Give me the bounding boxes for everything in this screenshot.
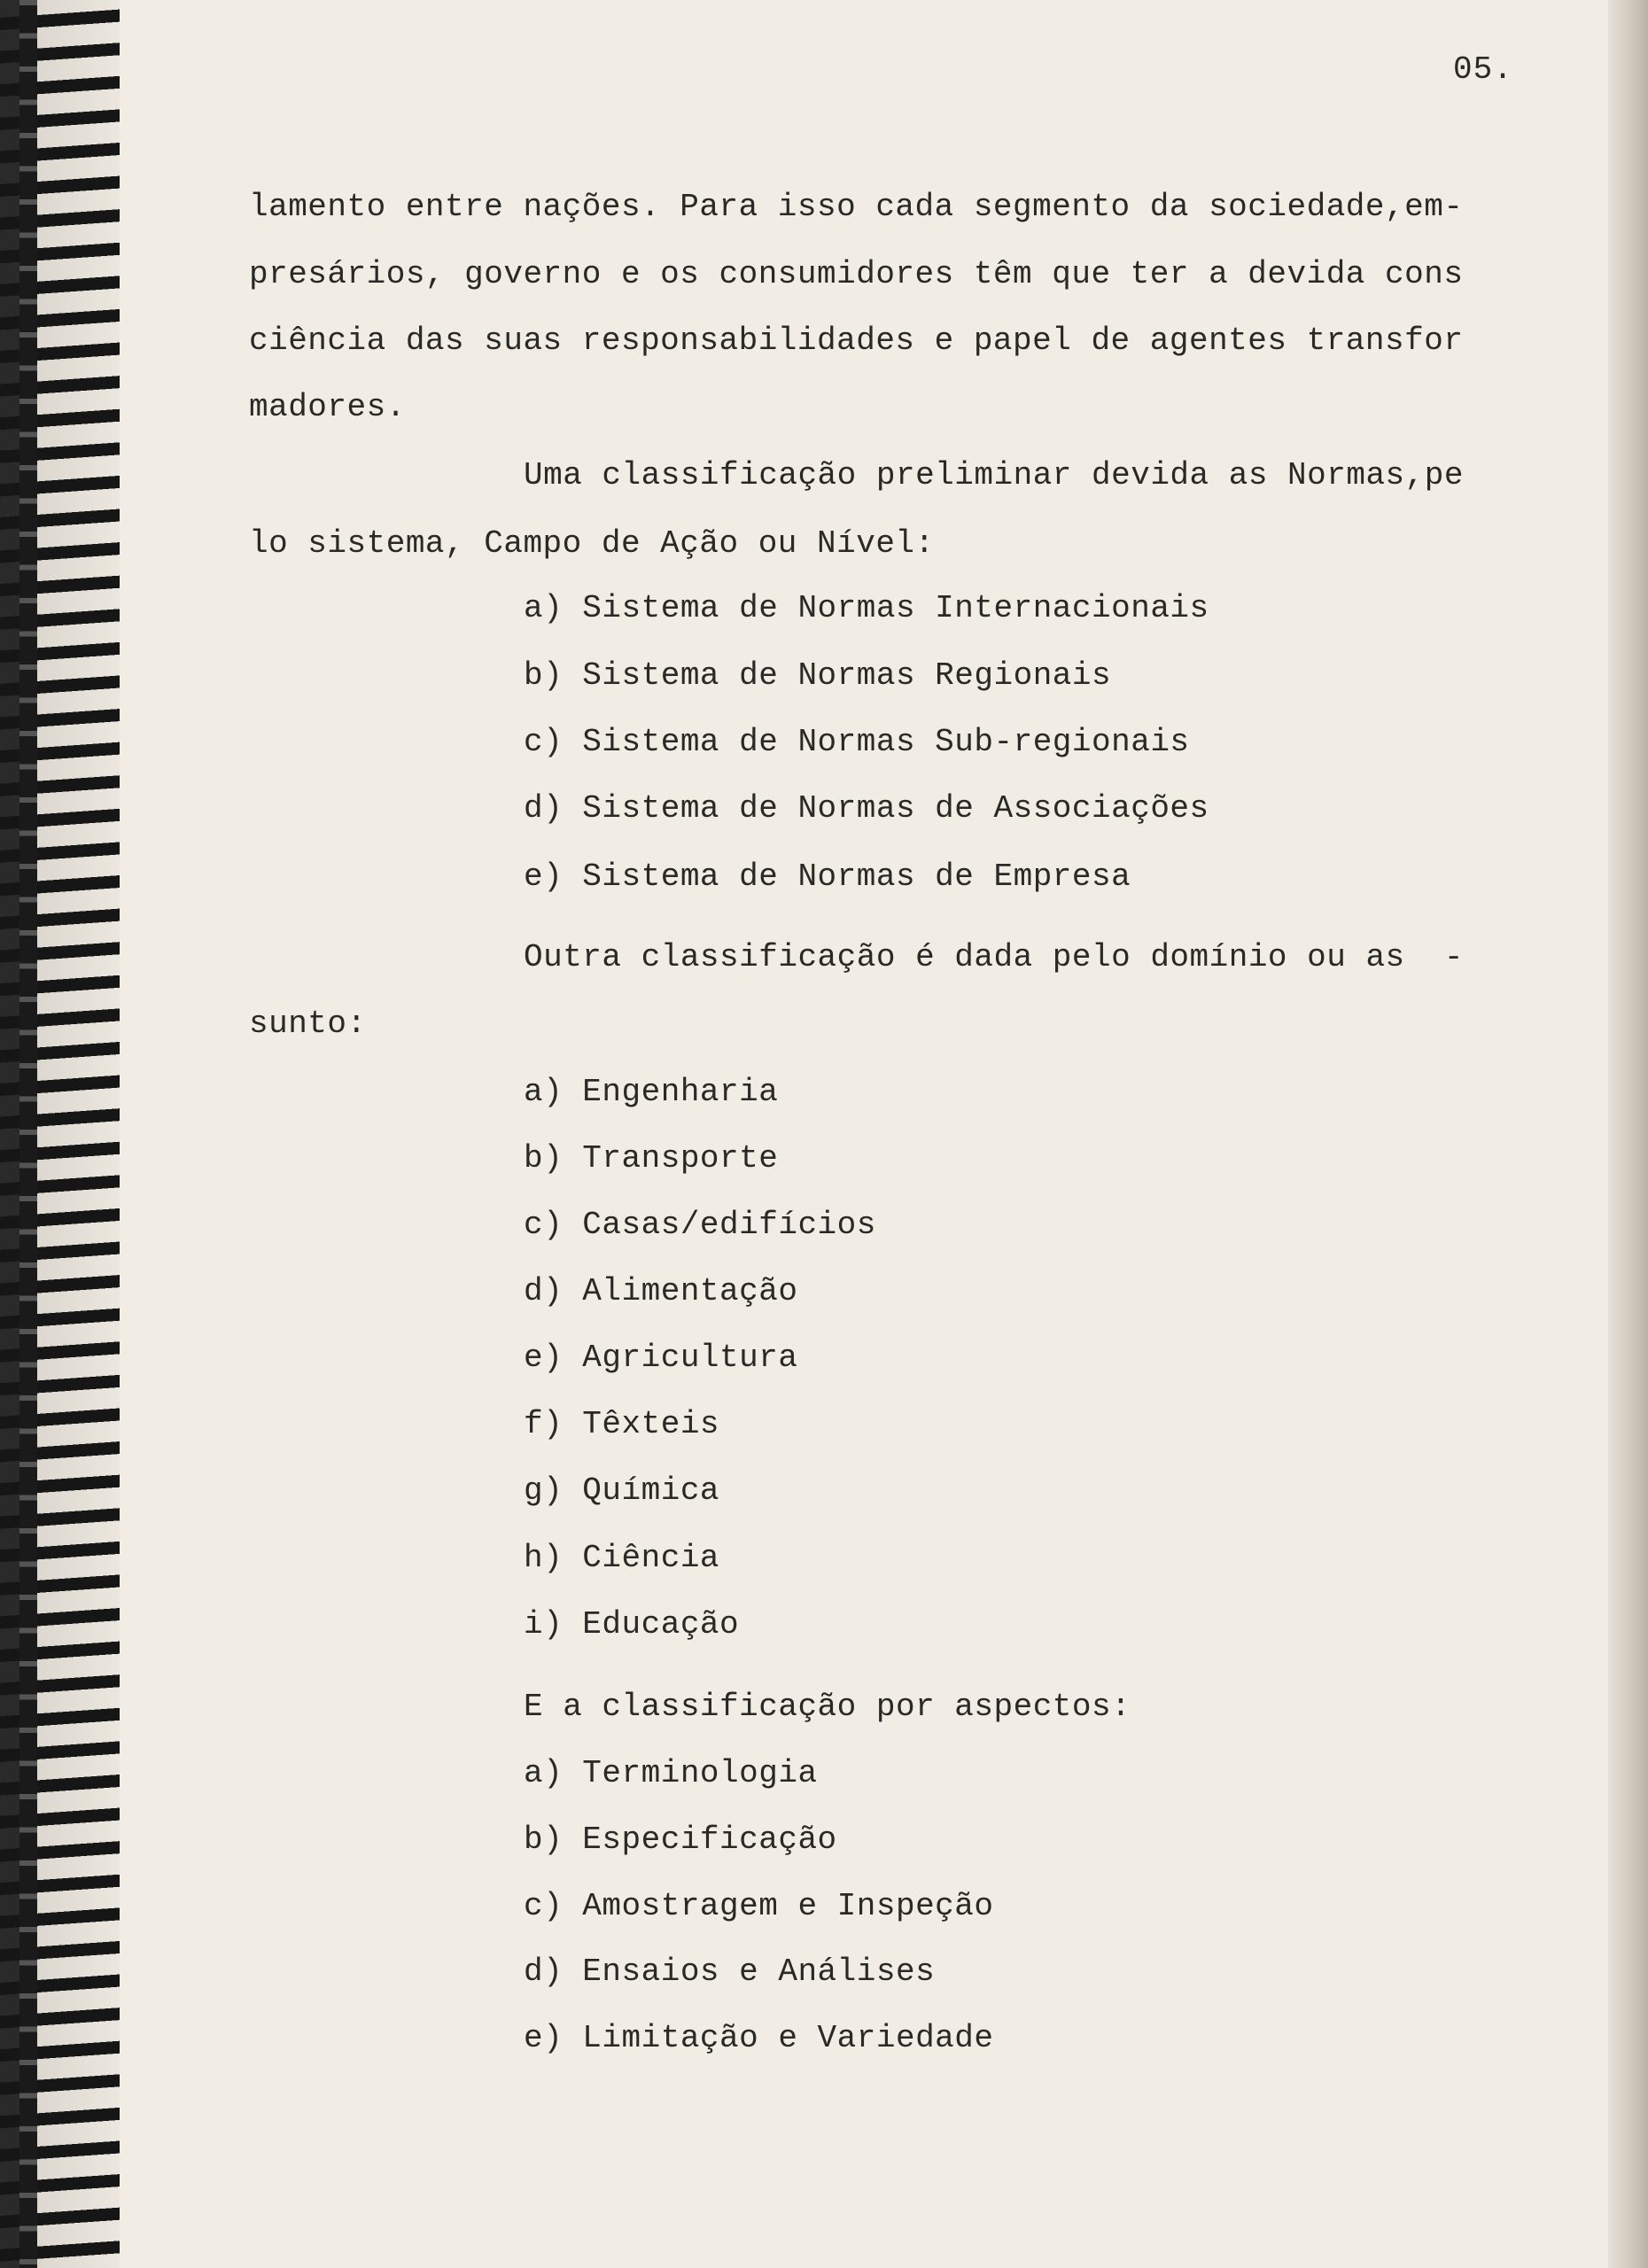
page-number: 05. [1453,51,1513,88]
paragraph-line: E a classificação por aspectos: [524,1689,1131,1725]
list-item: b) Sistema de Normas Regionais [524,657,1112,694]
paragraph-line: madores. [249,389,406,425]
list-item: d) Ensaios e Análises [524,1953,936,1990]
page-edge-shadow [1608,0,1648,2268]
list-item: e) Sistema de Normas de Empresa [524,858,1131,895]
list-item: e) Limitação e Variedade [524,2020,994,2056]
list-item: a) Engenharia [524,1074,779,1110]
paragraph-line: ciência das suas responsabilidades e papel de agentes transfor [249,322,1464,359]
list-item: d) Alimentação [524,1273,798,1309]
list-item: d) Sistema de Normas de Associações [524,790,1209,827]
list-item: a) Sistema de Normas Internacionais [524,590,1209,626]
list-item: c) Sistema de Normas Sub-regionais [524,724,1190,760]
list-item: b) Transporte [524,1140,779,1177]
paragraph-line: Uma classificação preliminar devida as Normas,pe [524,457,1464,493]
list-item: h) Ciência [524,1540,720,1576]
list-item: c) Casas/edifícios [524,1207,876,1243]
list-item: g) Química [524,1472,720,1509]
list-item: b) Especificação [524,1821,837,1858]
list-item: a) Terminologia [524,1755,818,1791]
binding-holes [19,0,37,2268]
spiral-binding [0,0,120,2268]
list-item: f) Têxteis [524,1406,720,1442]
list-item: i) Educação [524,1606,740,1643]
paragraph-line: lamento entre nações. Para isso cada segmento da sociedade,em- [249,189,1464,225]
list-item: c) Amostragem e Inspeção [524,1888,994,1924]
paragraph-line: presários, governo e os consumidores têm que ter a devida cons [249,256,1464,292]
paragraph-line: Outra classificação é dada pelo domínio ou as - [524,939,1464,975]
list-item: e) Agricultura [524,1340,798,1376]
paragraph-line: sunto: [249,1006,367,1042]
paragraph-line: lo sistema, Campo de Ação ou Nível: [249,525,935,562]
